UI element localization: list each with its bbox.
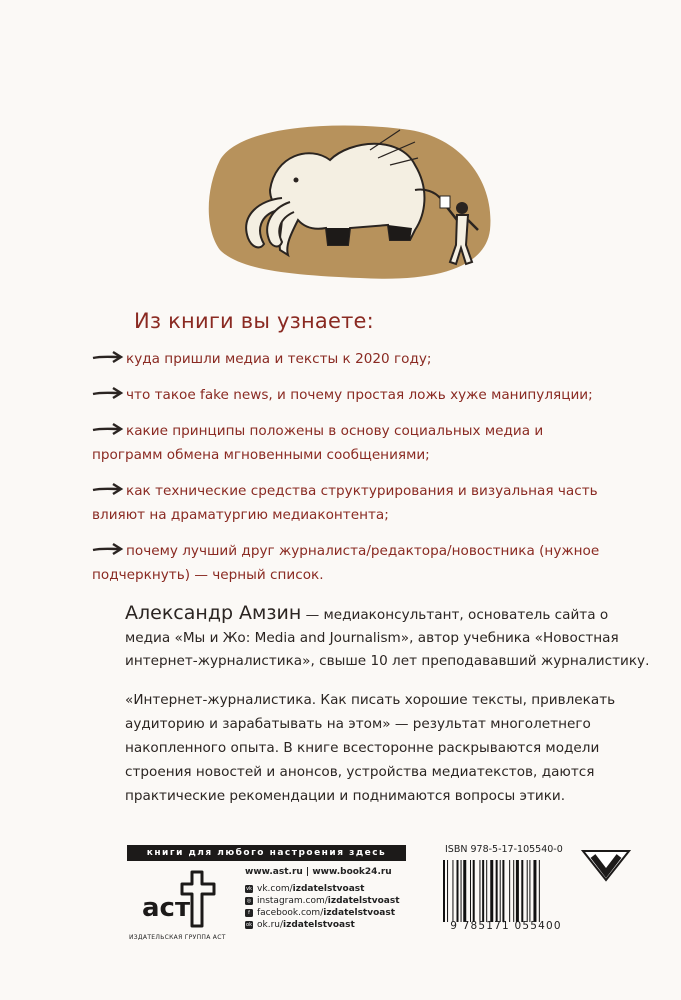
barcode-bar [470, 860, 471, 922]
arrow-icon [92, 386, 124, 400]
author-bio-text: интернет-журналистика», свыше 10 лет преподававший журналистику. [125, 653, 650, 669]
arrow-icon [92, 482, 124, 496]
list-item [92, 419, 612, 467]
barcode-bar [527, 860, 528, 922]
vk-icon: vk [246, 886, 252, 892]
barcode-bar [500, 860, 501, 922]
v-logo [581, 849, 631, 882]
description-line: накопленного опыта. В книге всесторонне раскрываются модели [125, 740, 600, 756]
learnings-list [92, 347, 612, 599]
list-item-text: куда пришли медиа и тексты к 2020 году; [126, 351, 432, 367]
list-item [92, 383, 612, 407]
description-line: практические рекомендации и поднимаются вопросы этики. [125, 788, 566, 804]
barcode-bar [447, 860, 448, 922]
barcode-bar [521, 860, 523, 922]
list-item [92, 539, 612, 587]
barcode-bar [486, 860, 487, 922]
book-description [125, 688, 645, 808]
list-item-text: влияют на драматургию медиаконтента; [92, 507, 389, 523]
barcode-bar [502, 860, 504, 922]
barcode-bar [513, 860, 514, 922]
mammoth-illustration [200, 120, 500, 285]
instagram-icon: ◎ [246, 898, 252, 904]
author-name: Александр Амзин [125, 602, 302, 624]
barcode-bar [490, 860, 493, 922]
barcode-bar [443, 860, 445, 922]
list-item [92, 347, 612, 371]
social-link-instagram[interactable]: ◎ instagram.com/ izdatelstvoast [246, 896, 400, 906]
description-line: «Интернет-журналистика. Как писать хорошие тексты, привлекать [125, 692, 616, 708]
barcode-bar [516, 860, 519, 922]
barcode-bar [457, 860, 459, 922]
description-line: аудиторию и зарабатывать на этом» — результат многолетнего [125, 716, 591, 732]
list-item-text: почему лучший друг журналиста/редактора/новостника (нужное [126, 543, 600, 559]
social-link-ok[interactable]: ok ok.ru/ izdatelstvoast [246, 920, 355, 930]
barcode-bar [533, 860, 536, 922]
list-item-text: подчеркнуть) — черный список. [92, 567, 324, 583]
barcode-bar [529, 860, 530, 922]
barcode-bar [496, 860, 498, 922]
barcode-bar [452, 860, 453, 922]
social-link-vk[interactable]: vk vk.com/ izdatelstvoast [246, 884, 365, 894]
list-item-text: как технические средства структурирования и визуальная часть [126, 483, 598, 499]
barcode-bar [482, 860, 484, 922]
list-heading: Из книги вы узнаете: [134, 309, 374, 333]
barcode-bar [509, 860, 510, 922]
ok-icon: ok [246, 922, 252, 928]
list-item-text: какие принципы положены в основу социальных медиа и [126, 423, 544, 439]
publisher-caption: ИЗДАТЕЛЬСКАЯ ГРУППА АСТ [129, 934, 226, 941]
author-bio-text: медиа «Мы и Жо: Media and Journalism», автор учебника «Новостная [125, 630, 619, 646]
arrow-icon [92, 542, 124, 556]
barcode-bar [539, 860, 540, 922]
barcode-bar [479, 860, 480, 922]
list-item [92, 479, 612, 527]
author-bio-text: — медиаконсультант, основатель сайта о [301, 607, 609, 623]
barcode-bar [463, 860, 466, 922]
publisher-banner: книги для любого настроения здесь [127, 845, 406, 861]
social-link-facebook[interactable]: f facebook.com/ izdatelstvoast [245, 907, 400, 919]
facebook-icon: f [245, 909, 253, 917]
description-line: строения новостей и анонсов, устройства медиатекстов, даются [125, 764, 595, 780]
arrow-icon [92, 350, 124, 364]
barcode-digits: 9 785171 055400 [450, 920, 562, 932]
ast-logo-text: аст [142, 893, 191, 923]
ast-logo [140, 868, 220, 930]
author-bio [125, 602, 650, 673]
barcode-bar [473, 860, 475, 922]
arrow-icon [92, 422, 124, 436]
list-item-text: что такое fake news, и почему простая ложь хуже манипуляции; [126, 387, 593, 403]
barcode-bar [461, 860, 462, 922]
social-links [245, 883, 400, 931]
barcode [441, 860, 571, 922]
publisher-sites[interactable]: www.ast.ru | www.book24.ru [245, 867, 392, 877]
list-item-text: программ обмена мгновенными сообщениями; [92, 447, 430, 463]
isbn-label: ISBN 978-5-17-105540-0 [445, 844, 563, 855]
